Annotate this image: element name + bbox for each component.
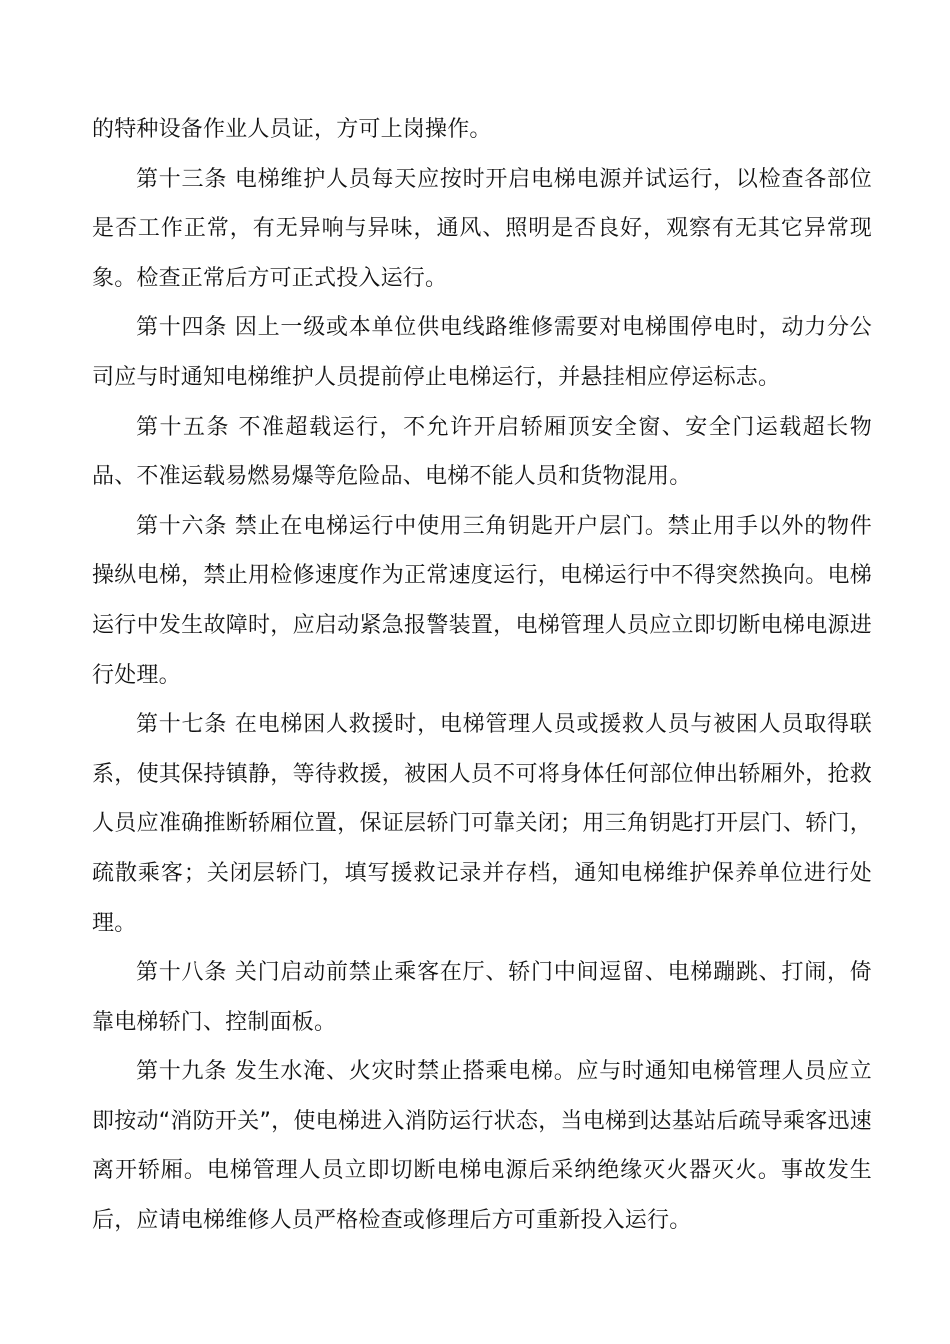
article-14: 第十四条 因上一级或本单位供电线路维修需要对电梯围停电时，动力分公司应与时通知电梯维护人员提前停止电梯运行，并悬挂相应停运标志。 bbox=[92, 315, 872, 390]
paragraph-continuation: 的特种设备作业人员证，方可上岗操作。 bbox=[92, 117, 492, 142]
article-15: 第十五条 不准超载运行，不允许开启轿厢顶安全窗、安全门运载超长物品、不准运载易燃易爆等危险品、电梯不能人员和货物混用。 bbox=[92, 414, 872, 490]
article-18: 第十八条 关门启动前禁止乘客在厅、轿门中间逗留、电梯蹦跳、打闹，倚靠电梯轿门、控制面板。 bbox=[92, 960, 872, 1035]
article-16: 第十六条 禁止在电梯运行中使用三角钥匙开户层门。禁止用手以外的物件操纵电梯，禁止用检修速度作为正常速度运行，电梯运行中不得突然换向。电梯运行中发生故障时，应启动紧急报警装置，电梯管理人员应立即切断电梯电源进行处理。 bbox=[92, 513, 872, 688]
article-13: 第十三条 电梯维护人员每天应按时开启电梯电源并试运行，以检查各部位是否工作正常，有无异响与异味，通风、照明是否良好，观察有无其它异常现象。检查正常后方可正式投入运行。 bbox=[92, 166, 872, 291]
article-19: 第十九条 发生水淹、火灾时禁止搭乘电梯。应与时通知电梯管理人员应立即按动“消防开关”，使电梯进入消防运行状态，当电梯到达基站后疏导乘客迅速离开轿厢。电梯管理人员立即切断电梯电源后采纳绝缘灭火器灭火。事故发生后，应请电梯维修人员严格检查或修理后方可重新投入运行。 bbox=[92, 1059, 872, 1234]
article-17: 第十七条 在电梯困人救援时，电梯管理人员或援救人员与被困人员取得联系，使其保持镇静，等待救援，被困人员不可将身体任何部位伸出轿厢外，抢救人员应准确推断轿厢位置，保证层轿门可靠关闭；用三角钥匙打开层门、轿门，疏散乘客；关闭层轿门，填写援救记录并存档，通知电梯维护保养单位进行处理。 bbox=[92, 712, 872, 936]
document-page bbox=[92, 105, 872, 1246]
